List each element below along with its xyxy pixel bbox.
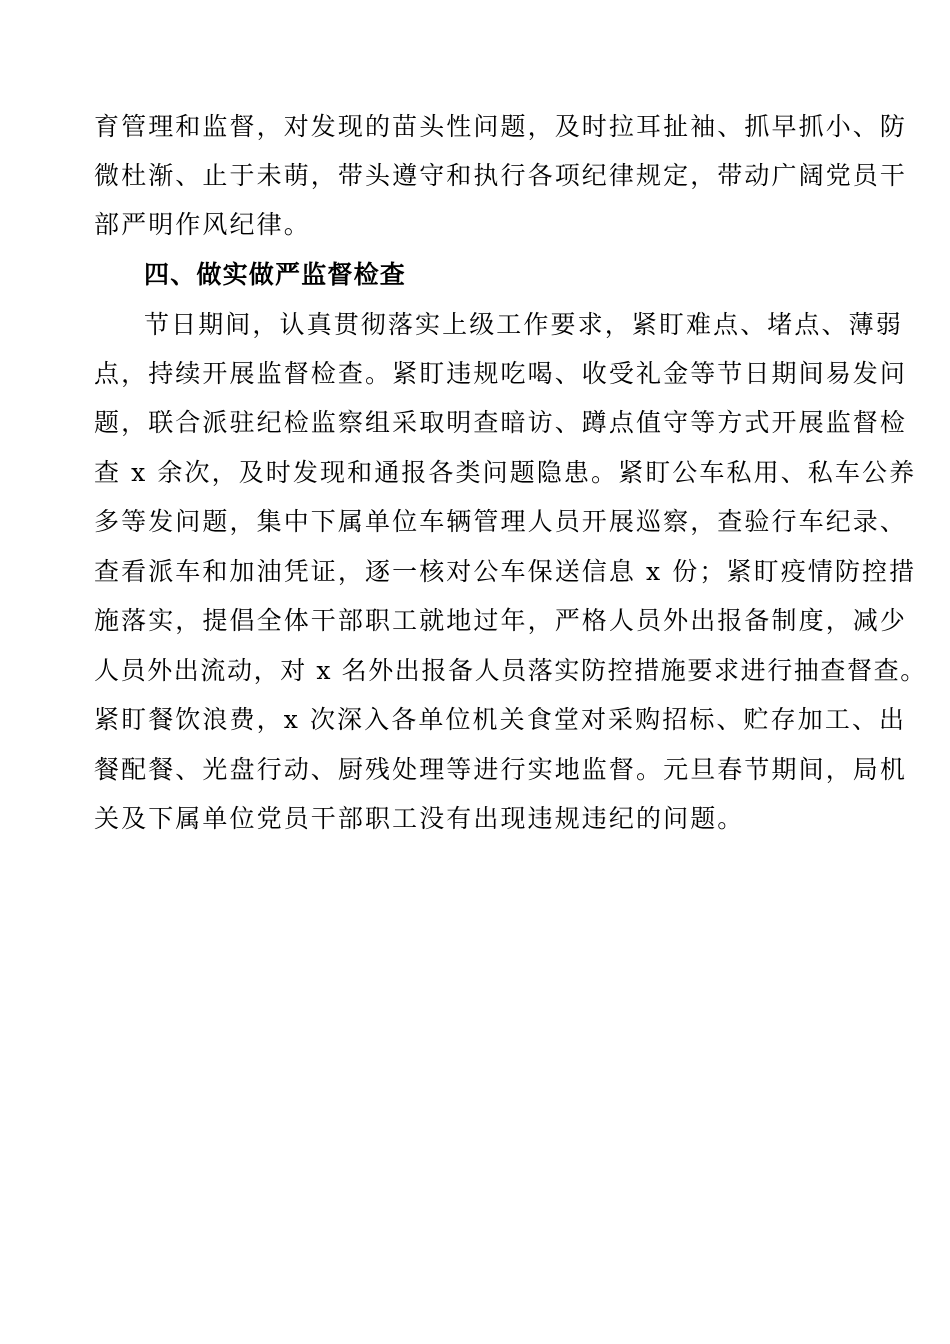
paragraph-2-line-10: 餐配餐、光盘行动、厨残处理等进行实地监督。元旦春节期间，局机 [94, 755, 908, 784]
paragraph-2-line-9: 紧盯餐饮浪费，x 次深入各单位机关食堂对采购招标、贮存加工、出 [94, 705, 907, 734]
paragraph-2-line-11: 关及下属单位党员干部职工没有出现违规违纪的问题。 [94, 804, 745, 833]
paragraph-2-line-8: 人员外出流动，对 x 名外出报备人员落实防控措施要求进行抽查督查。 [94, 656, 927, 685]
paragraph-2-line-1: 节日期间，认真贯彻落实上级工作要求，紧盯难点、堵点、薄弱 [144, 310, 903, 339]
paragraph-1-line-1: 育管理和监督，对发现的苗头性问题，及时拉耳扯袖、抓早抓小、防 [94, 112, 908, 141]
paragraph-2-line-5: 多等发问题，集中下属单位车辆管理人员开展巡察，查验行车纪录、 [94, 507, 908, 536]
section-heading: 四、做实做严监督检查 [144, 260, 407, 289]
paragraph-2-line-4: 查 x 余次，及时发现和通报各类问题隐患。紧盯公车私用、私车公养 [94, 458, 917, 487]
paragraph-2-line-6: 查看派车和加油凭证，逐一核对公车保送信息 x 份；紧盯疫情防控措 [94, 557, 917, 586]
paragraph-2-line-2: 点，持续开展监督检查。紧盯违规吃喝、收受礼金等节日期间易发问 [94, 359, 908, 388]
paragraph-2-line-7: 施落实，提倡全体干部职工就地过年，严格人员外出报备制度，减少 [94, 606, 908, 635]
paragraph-2-line-3: 题，联合派驻纪检监察组采取明查暗访、蹲点值守等方式开展监督检 [94, 408, 908, 437]
paragraph-1-line-2: 微杜渐、止于未萌，带头遵守和执行各项纪律规定，带动广阔党员干 [94, 161, 908, 190]
paragraph-1-line-3: 部严明作风纪律。 [94, 210, 311, 239]
